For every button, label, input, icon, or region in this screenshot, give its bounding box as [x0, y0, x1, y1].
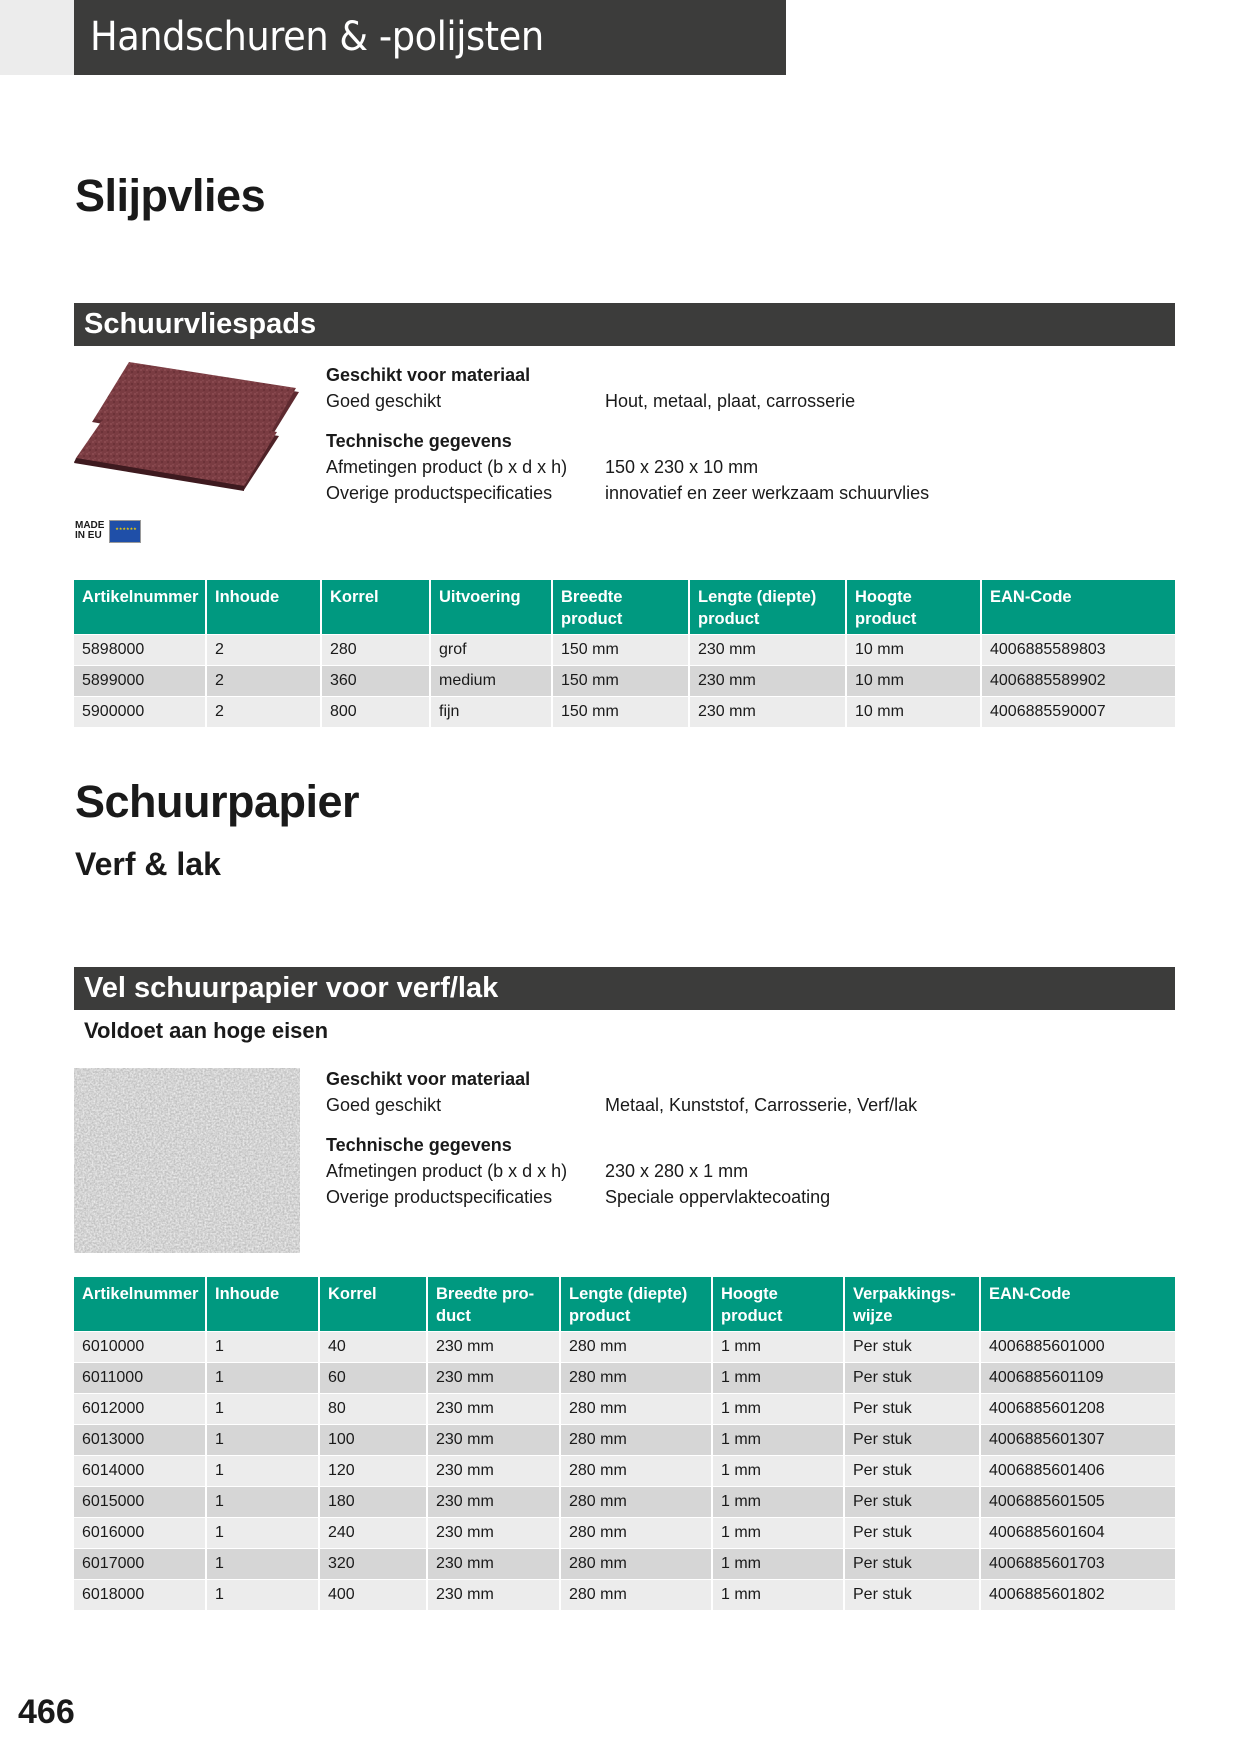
cell: 80 — [320, 1393, 428, 1424]
cell: 10 mm — [847, 696, 982, 727]
cell: 280 mm — [561, 1362, 713, 1393]
cell: 400 — [320, 1579, 428, 1610]
table-header-row — [74, 1277, 1175, 1331]
col-header: Lengte (diepte) product — [561, 1277, 713, 1331]
cell: 4006885601406 — [981, 1455, 1175, 1486]
cell: 1 mm — [713, 1579, 845, 1610]
cell: 6012000 — [74, 1393, 207, 1424]
col-header: Artikelnummer — [74, 1277, 207, 1331]
section-bar-schuurvliespads — [74, 303, 1175, 346]
table-row — [74, 1362, 1175, 1393]
scouring-pads-image — [74, 362, 299, 492]
cell: 1 — [207, 1455, 320, 1486]
cell: 1 — [207, 1331, 320, 1362]
cell: Per stuk — [845, 1486, 981, 1517]
suitability-row — [326, 1092, 1026, 1118]
cell: 60 — [320, 1362, 428, 1393]
table-row — [74, 1331, 1175, 1362]
cell: 230 mm — [428, 1548, 561, 1579]
cell: Per stuk — [845, 1393, 981, 1424]
made-in-eu-text: MADE IN EU — [75, 520, 105, 541]
table-header-row — [74, 580, 1175, 634]
product-info-vel-schuurpapier — [326, 1066, 1026, 1210]
dimensions-value: 230 x 280 x 1 mm — [605, 1161, 749, 1181]
specs-value: Speciale oppervlaktecoating — [605, 1187, 831, 1207]
cell: 1 mm — [713, 1486, 845, 1517]
cell: 6013000 — [74, 1424, 207, 1455]
cell: 230 mm — [690, 665, 847, 696]
eu-flag-icon — [109, 520, 141, 543]
cell: 1 mm — [713, 1393, 845, 1424]
made-in-eu-badge — [75, 518, 146, 544]
section-bar-vel-schuurpapier — [74, 967, 1175, 1010]
cell: 2 — [207, 696, 322, 727]
cell: 280 mm — [561, 1455, 713, 1486]
col-header: Korrel — [322, 580, 431, 634]
heading-schuurpapier: Schuurpapier — [75, 776, 360, 827]
cell: 280 mm — [561, 1331, 713, 1362]
table-row — [74, 665, 1175, 696]
table-row — [74, 1517, 1175, 1548]
cell: 230 mm — [428, 1393, 561, 1424]
col-header: Inhoude — [207, 580, 322, 634]
table-row — [74, 1579, 1175, 1610]
cell: 6016000 — [74, 1517, 207, 1548]
cell: 100 — [320, 1424, 428, 1455]
cell: 280 mm — [561, 1393, 713, 1424]
chapter-banner — [74, 0, 786, 75]
suitability-title: Geschikt voor materiaal — [326, 365, 531, 385]
cell: 4006885601802 — [981, 1579, 1175, 1610]
specs-row — [326, 480, 1026, 506]
cell: 4006885601109 — [981, 1362, 1175, 1393]
cell: Per stuk — [845, 1548, 981, 1579]
col-header: Korrel — [320, 1277, 428, 1331]
cell: 320 — [320, 1548, 428, 1579]
cell: 230 mm — [428, 1362, 561, 1393]
table-row — [74, 1424, 1175, 1455]
cell: 4006885601307 — [981, 1424, 1175, 1455]
cell: 6018000 — [74, 1579, 207, 1610]
cell: 2 — [207, 634, 322, 665]
specs-label: Overige productspecificaties — [326, 483, 553, 503]
table-row — [74, 1455, 1175, 1486]
col-header: Breedte pro- duct — [428, 1277, 561, 1331]
col-header: Hoogte product — [713, 1277, 845, 1331]
cell: 280 — [322, 634, 431, 665]
cell: 1 mm — [713, 1455, 845, 1486]
cell: Per stuk — [845, 1517, 981, 1548]
cell: 230 mm — [428, 1517, 561, 1548]
cell: 230 mm — [428, 1579, 561, 1610]
cell: 4006885589803 — [982, 634, 1175, 665]
cell: Per stuk — [845, 1455, 981, 1486]
chapter-title: Handschuren & -polijsten — [90, 14, 544, 60]
cell: 4006885590007 — [982, 696, 1175, 727]
subheading-verf-lak: Verf & lak — [75, 846, 221, 882]
cell: 1 mm — [713, 1331, 845, 1362]
cell: 230 mm — [428, 1486, 561, 1517]
cell: 150 mm — [553, 665, 690, 696]
article-table-vel-schuurpapier — [74, 1277, 1175, 1610]
col-header: Hoogte product — [847, 580, 982, 634]
dimensions-row — [326, 454, 1026, 480]
cell: Per stuk — [845, 1362, 981, 1393]
cell: 4006885601703 — [981, 1548, 1175, 1579]
section-bar-title: Vel schuurpapier voor verf/lak — [84, 972, 499, 1004]
cell: 1 — [207, 1362, 320, 1393]
cell: 150 mm — [553, 634, 690, 665]
suitability-value: Hout, metaal, plaat, carrosserie — [605, 391, 856, 411]
col-header: EAN-Code — [981, 1277, 1175, 1331]
table-row — [74, 1548, 1175, 1579]
table-row — [74, 1486, 1175, 1517]
cell: 6011000 — [74, 1362, 207, 1393]
article-table-schuurvliespads — [74, 580, 1175, 727]
cell: fijn — [431, 696, 553, 727]
cell: 150 mm — [553, 696, 690, 727]
cell: 230 mm — [690, 696, 847, 727]
cell: 1 — [207, 1579, 320, 1610]
cell: 230 mm — [428, 1424, 561, 1455]
heading-slijpvlies: Slijpvlies — [75, 170, 266, 221]
col-header: Inhoude — [207, 1277, 320, 1331]
cell: 240 — [320, 1517, 428, 1548]
dimensions-value: 150 x 230 x 10 mm — [605, 457, 759, 477]
cell: 360 — [322, 665, 431, 696]
cell: 5898000 — [74, 634, 207, 665]
cell: 1 — [207, 1548, 320, 1579]
dimensions-label: Afmetingen product (b x d x h) — [326, 457, 568, 477]
col-header: Uitvoering — [431, 580, 553, 634]
cell: 4006885601604 — [981, 1517, 1175, 1548]
cell: 230 mm — [428, 1331, 561, 1362]
cell: Per stuk — [845, 1424, 981, 1455]
cell: 6014000 — [74, 1455, 207, 1486]
cell: grof — [431, 634, 553, 665]
cell: 1 — [207, 1517, 320, 1548]
cell: 1 mm — [713, 1517, 845, 1548]
suitability-value: Metaal, Kunststof, Carrosserie, Verf/lak — [605, 1095, 918, 1115]
cell: 280 mm — [561, 1517, 713, 1548]
cell: 10 mm — [847, 665, 982, 696]
cell: 10 mm — [847, 634, 982, 665]
col-header: Breedte product — [553, 580, 690, 634]
cell: Per stuk — [845, 1331, 981, 1362]
cell: 280 mm — [561, 1424, 713, 1455]
cell: 120 — [320, 1455, 428, 1486]
cell: 180 — [320, 1486, 428, 1517]
cell: 1 mm — [713, 1362, 845, 1393]
dimensions-row — [326, 1158, 1026, 1184]
technical-title: Technische gegevens — [326, 1135, 512, 1155]
cell: 1 — [207, 1486, 320, 1517]
suitability-title: Geschikt voor materiaal — [326, 1069, 531, 1089]
cell: 1 mm — [713, 1424, 845, 1455]
col-header: Lengte (diepte) product — [690, 580, 847, 634]
sandpaper-sheet-image — [74, 1068, 300, 1253]
table-row — [74, 1393, 1175, 1424]
suitability-label: Goed geschikt — [326, 1095, 442, 1115]
suitability-row — [326, 388, 1026, 414]
specs-row — [326, 1184, 1026, 1210]
cell: 6010000 — [74, 1331, 207, 1362]
col-header: Artikelnummer — [74, 580, 207, 634]
cell: Per stuk — [845, 1579, 981, 1610]
dimensions-label: Afmetingen product (b x d x h) — [326, 1161, 568, 1181]
col-header: EAN-Code — [982, 580, 1175, 634]
cell: 2 — [207, 665, 322, 696]
table-row — [74, 634, 1175, 665]
cell: medium — [431, 665, 553, 696]
cell: 5900000 — [74, 696, 207, 727]
cell: 4006885601505 — [981, 1486, 1175, 1517]
cell: 6017000 — [74, 1548, 207, 1579]
corner-tab — [0, 0, 74, 75]
cell: 230 mm — [428, 1455, 561, 1486]
product-info-schuurvliespads — [326, 362, 1026, 506]
page-number: 466 — [18, 1693, 75, 1731]
technical-title: Technische gegevens — [326, 431, 512, 451]
specs-value: innovatief en zeer werkzaam schuurvlies — [605, 483, 930, 503]
cell: 6015000 — [74, 1486, 207, 1517]
cell: 800 — [322, 696, 431, 727]
cell: 280 mm — [561, 1548, 713, 1579]
cell: 1 mm — [713, 1548, 845, 1579]
cell: 4006885589902 — [982, 665, 1175, 696]
table-row — [74, 696, 1175, 727]
cell: 1 — [207, 1424, 320, 1455]
section-bar-title: Schuurvliespads — [84, 308, 317, 340]
col-header: Verpakkings- wijze — [845, 1277, 981, 1331]
specs-label: Overige productspecificaties — [326, 1187, 553, 1207]
cell: 5899000 — [74, 665, 207, 696]
cell: 40 — [320, 1331, 428, 1362]
cell: 280 mm — [561, 1486, 713, 1517]
cell: 230 mm — [690, 634, 847, 665]
cell: 4006885601000 — [981, 1331, 1175, 1362]
cell: 1 — [207, 1393, 320, 1424]
suitability-label: Goed geschikt — [326, 391, 442, 411]
section-subtitle: Voldoet aan hoge eisen — [84, 1018, 329, 1043]
cell: 4006885601208 — [981, 1393, 1175, 1424]
cell: 280 mm — [561, 1579, 713, 1610]
